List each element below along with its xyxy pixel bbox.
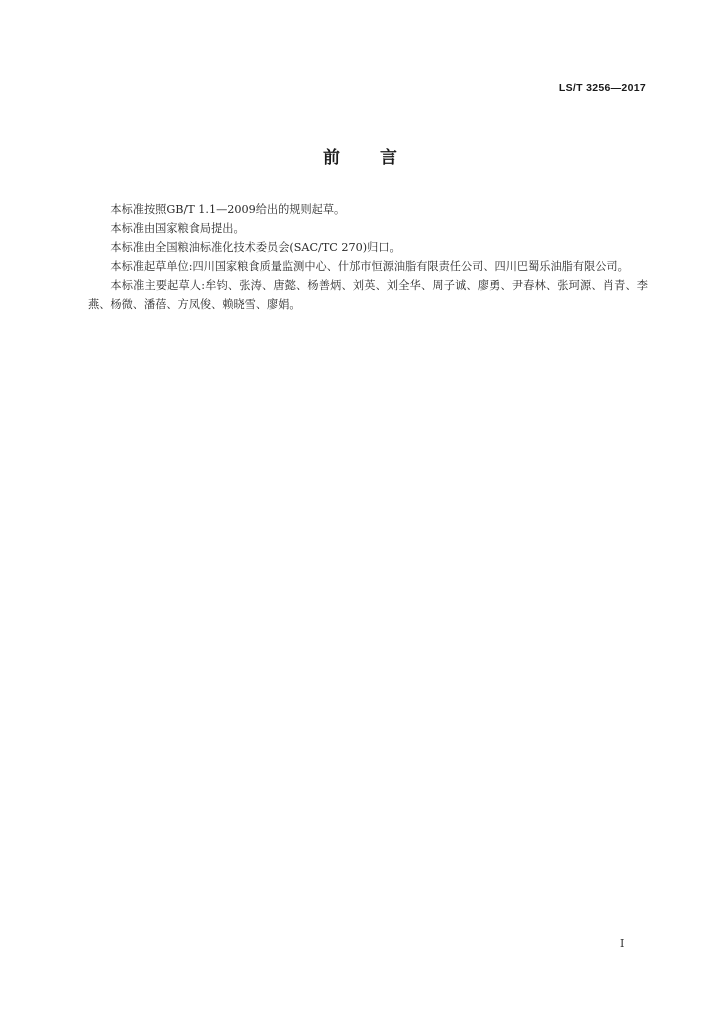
page-title: [0, 143, 720, 168]
foreword-body: [88, 200, 648, 314]
paragraph-drafting-units: 本标准起草单位:四川国家粮食质量监测中心、什邡市恒源油脂有限责任公司、四川巴蜀乐油脂有限公司。: [110, 260, 629, 273]
paragraph-proposed-by: 本标准由国家粮食局提出。: [110, 222, 245, 235]
title-char-1: 前: [323, 148, 340, 168]
title-char-2: 言: [380, 148, 397, 168]
page-number: I: [620, 937, 625, 950]
paragraph-main-drafters: 本标准主要起草人:牟钧、张涛、唐懿、杨善炳、刘英、刘全华、周子诚、廖勇、尹春林、张珂源、肖青、李燕、杨微、潘蓓、方凤俊、赖晓雪、廖娟。: [88, 279, 648, 311]
paragraph-drafting-rules: 本标准按照GB/T 1.1—2009给出的规则起草。: [110, 203, 346, 216]
paragraph-centralized-by: 本标准由全国粮油标准化技术委员会(SAC/TC 270)归口。: [110, 241, 401, 254]
standard-code: LS/T 3256—2017: [558, 82, 646, 94]
